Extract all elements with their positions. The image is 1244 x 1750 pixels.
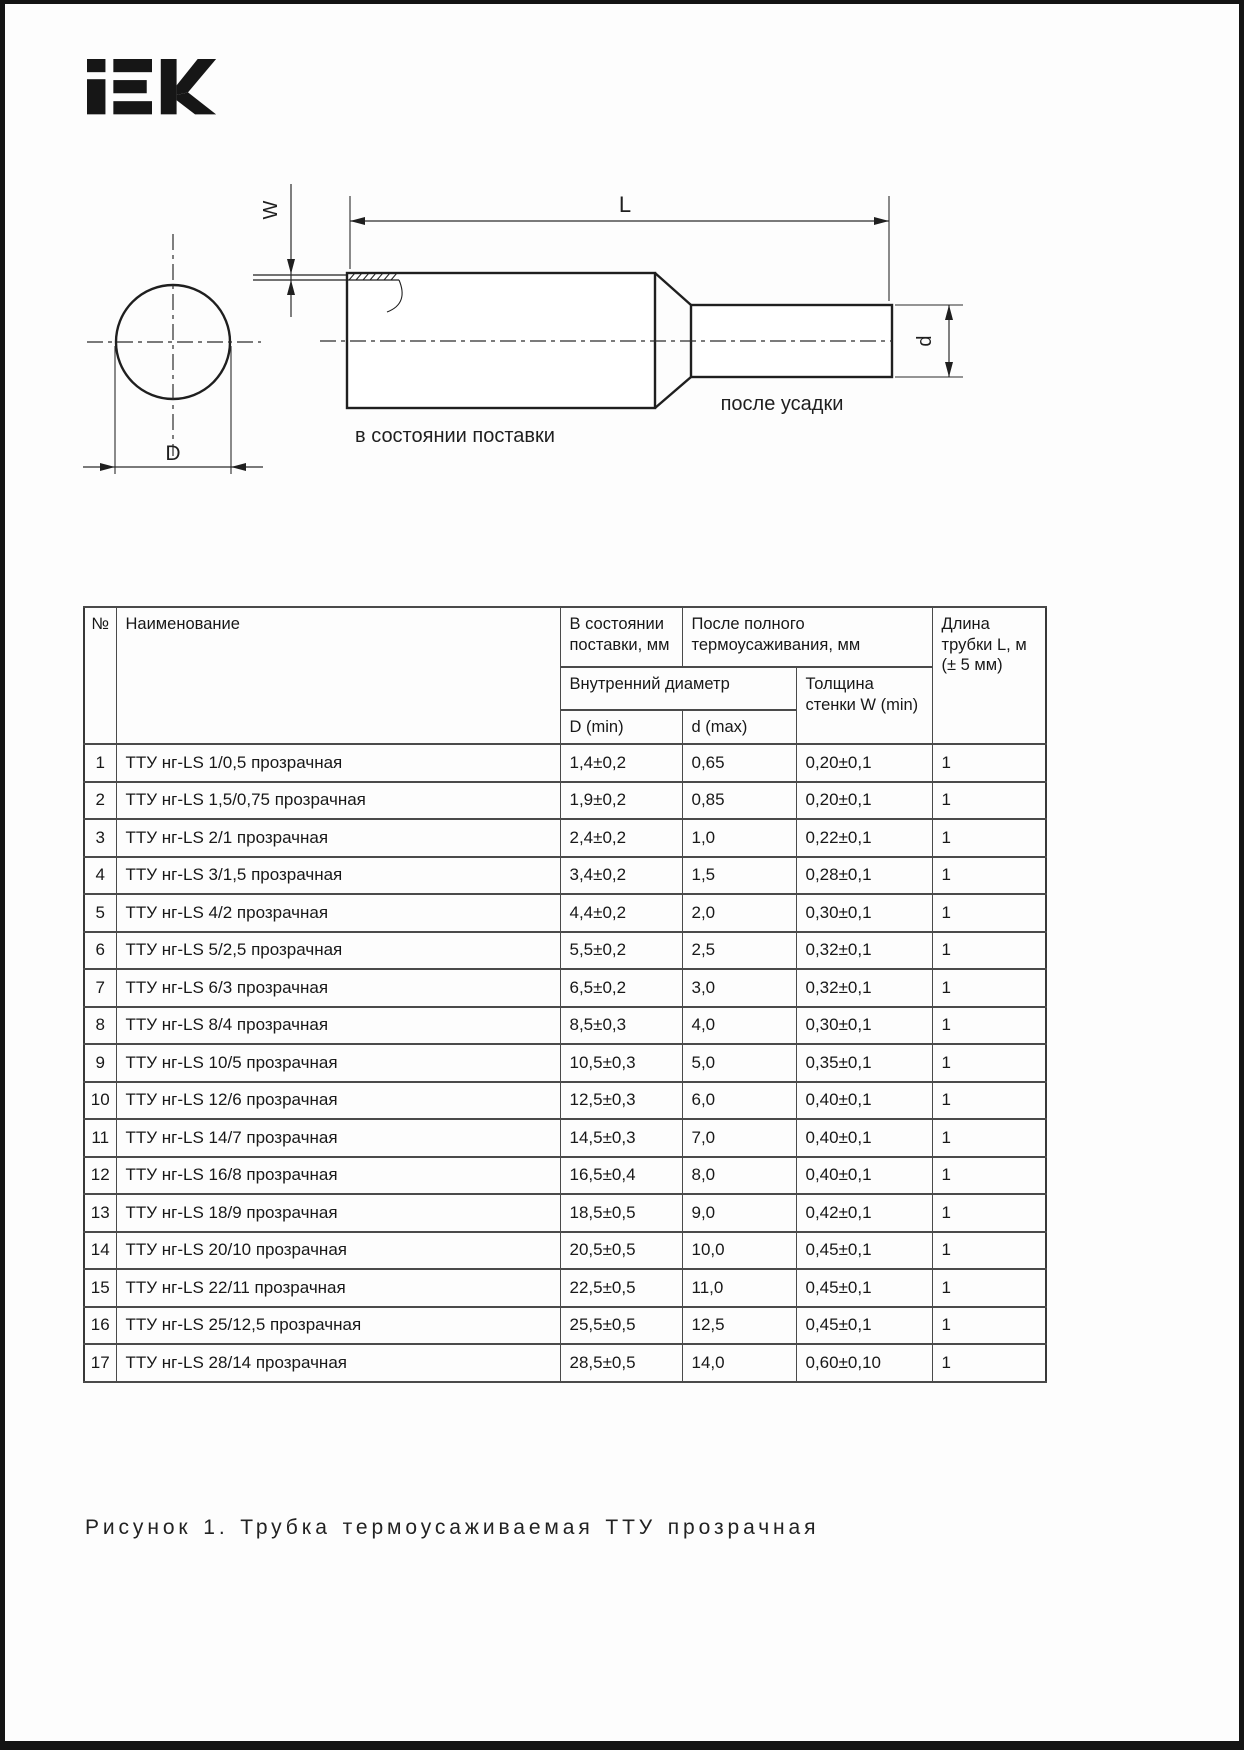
cell-name: ТТУ нг-LS 5/2,5 прозрачная bbox=[116, 932, 560, 970]
cell-length: 1 bbox=[932, 1007, 1046, 1045]
cell-num: 4 bbox=[84, 857, 116, 895]
cell-w-min: 0,35±0,1 bbox=[796, 1044, 932, 1082]
cell-d-min: 4,4±0,2 bbox=[560, 894, 682, 932]
cell-name: ТТУ нг-LS 18/9 прозрачная bbox=[116, 1194, 560, 1232]
logo-k-stem bbox=[161, 59, 177, 114]
cell-d-min: 1,4±0,2 bbox=[560, 744, 682, 782]
table-row bbox=[84, 1232, 1046, 1270]
cell-w-min: 0,40±0,1 bbox=[796, 1119, 932, 1157]
cell-d-max: 0,65 bbox=[682, 744, 796, 782]
cell-name: ТТУ нг-LS 25/12,5 прозрачная bbox=[116, 1307, 560, 1345]
cell-d-min: 3,4±0,2 bbox=[560, 857, 682, 895]
cell-w-min: 0,30±0,1 bbox=[796, 1007, 932, 1045]
cell-num: 10 bbox=[84, 1082, 116, 1120]
logo-e-bottom bbox=[113, 101, 152, 114]
cell-length: 1 bbox=[932, 969, 1046, 1007]
table-row bbox=[84, 1194, 1046, 1232]
cell-w-min: 0,30±0,1 bbox=[796, 894, 932, 932]
cell-d-max: 12,5 bbox=[682, 1307, 796, 1345]
cell-name: ТТУ нг-LS 8/4 прозрачная bbox=[116, 1007, 560, 1045]
cell-d-max: 7,0 bbox=[682, 1119, 796, 1157]
cell-num: 6 bbox=[84, 932, 116, 970]
logo-e-top bbox=[113, 59, 152, 72]
tube-side-view bbox=[253, 273, 892, 408]
cell-num: 9 bbox=[84, 1044, 116, 1082]
cell-w-min: 0,45±0,1 bbox=[796, 1307, 932, 1345]
tube-front-view bbox=[87, 234, 261, 456]
table-row bbox=[84, 782, 1046, 820]
label-W: W bbox=[260, 200, 282, 220]
cell-length: 1 bbox=[932, 782, 1046, 820]
dimension-W bbox=[260, 184, 295, 317]
page-bottom-bar bbox=[5, 1741, 1239, 1750]
label-supply-state: в состоянии поставки bbox=[355, 425, 555, 447]
label-L: L bbox=[618, 192, 632, 217]
cell-length: 1 bbox=[932, 1194, 1046, 1232]
cell-d-max: 6,0 bbox=[682, 1082, 796, 1120]
cell-d-max: 10,0 bbox=[682, 1232, 796, 1270]
cell-d-max: 3,0 bbox=[682, 969, 796, 1007]
cell-d-min: 1,9±0,2 bbox=[560, 782, 682, 820]
cell-name: ТТУ нг-LS 1/0,5 прозрачная bbox=[116, 744, 560, 782]
cell-d-min: 14,5±0,3 bbox=[560, 1119, 682, 1157]
cell-num: 17 bbox=[84, 1344, 116, 1382]
logo-k-lower-leg bbox=[177, 92, 217, 114]
header-d-max: d (max) bbox=[682, 710, 796, 744]
cell-d-max: 14,0 bbox=[682, 1344, 796, 1382]
cell-d-min: 10,5±0,3 bbox=[560, 1044, 682, 1082]
cell-d-min: 18,5±0,5 bbox=[560, 1194, 682, 1232]
spec-table bbox=[83, 606, 1047, 1383]
table-row bbox=[84, 894, 1046, 932]
cell-num: 15 bbox=[84, 1269, 116, 1307]
header-wall-thickness: Толщина стенки W (min) bbox=[796, 667, 932, 744]
cell-d-max: 11,0 bbox=[682, 1269, 796, 1307]
header-tube-length: Длина трубки L, м (± 5 мм) bbox=[932, 607, 1046, 744]
cell-length: 1 bbox=[932, 1269, 1046, 1307]
cell-w-min: 0,45±0,1 bbox=[796, 1232, 932, 1270]
cell-w-min: 0,20±0,1 bbox=[796, 744, 932, 782]
cell-w-min: 0,45±0,1 bbox=[796, 1269, 932, 1307]
cell-d-min: 5,5±0,2 bbox=[560, 932, 682, 970]
cell-length: 1 bbox=[932, 1344, 1046, 1382]
cell-w-min: 0,32±0,1 bbox=[796, 969, 932, 1007]
figure-caption: Рисунок 1. Трубка термоусаживаемая ТТУ прозрачная bbox=[85, 1516, 820, 1539]
cell-num: 8 bbox=[84, 1007, 116, 1045]
table-row bbox=[84, 1007, 1046, 1045]
cell-num: 12 bbox=[84, 1157, 116, 1195]
cell-w-min: 0,60±0,10 bbox=[796, 1344, 932, 1382]
dimension-d bbox=[895, 305, 963, 377]
label-D: D bbox=[165, 442, 181, 465]
table-row bbox=[84, 819, 1046, 857]
table-row bbox=[84, 969, 1046, 1007]
cell-length: 1 bbox=[932, 894, 1046, 932]
table-row bbox=[84, 1044, 1046, 1082]
cell-w-min: 0,40±0,1 bbox=[796, 1082, 932, 1120]
cell-w-min: 0,40±0,1 bbox=[796, 1157, 932, 1195]
cell-w-min: 0,42±0,1 bbox=[796, 1194, 932, 1232]
header-after-shrink: После полного термоусаживания, мм bbox=[682, 607, 932, 667]
cell-name: ТТУ нг-LS 10/5 прозрачная bbox=[116, 1044, 560, 1082]
cell-length: 1 bbox=[932, 819, 1046, 857]
table-row bbox=[84, 1307, 1046, 1345]
cell-name: ТТУ нг-LS 12/6 прозрачная bbox=[116, 1082, 560, 1120]
cell-d-max: 1,0 bbox=[682, 819, 796, 857]
header-d-min: D (min) bbox=[560, 710, 682, 744]
cell-name: ТТУ нг-LS 4/2 прозрачная bbox=[116, 894, 560, 932]
cell-length: 1 bbox=[932, 744, 1046, 782]
cell-d-max: 9,0 bbox=[682, 1194, 796, 1232]
cell-name: ТТУ нг-LS 20/10 прозрачная bbox=[116, 1232, 560, 1270]
cell-d-min: 16,5±0,4 bbox=[560, 1157, 682, 1195]
cell-num: 11 bbox=[84, 1119, 116, 1157]
cell-d-max: 4,0 bbox=[682, 1007, 796, 1045]
cell-d-max: 2,0 bbox=[682, 894, 796, 932]
cell-name: ТТУ нг-LS 6/3 прозрачная bbox=[116, 969, 560, 1007]
cell-d-min: 12,5±0,3 bbox=[560, 1082, 682, 1120]
table-row bbox=[84, 1082, 1046, 1120]
logo-k-upper-leg bbox=[177, 59, 217, 95]
cell-num: 7 bbox=[84, 969, 116, 1007]
cell-d-max: 8,0 bbox=[682, 1157, 796, 1195]
cell-d-min: 20,5±0,5 bbox=[560, 1232, 682, 1270]
cell-name: ТТУ нг-LS 2/1 прозрачная bbox=[116, 819, 560, 857]
logo-i-stem bbox=[87, 79, 105, 114]
cell-name: ТТУ нг-LS 22/11 прозрачная bbox=[116, 1269, 560, 1307]
cell-w-min: 0,20±0,1 bbox=[796, 782, 932, 820]
header-num: № bbox=[84, 607, 116, 744]
cell-w-min: 0,28±0,1 bbox=[796, 857, 932, 895]
table-row bbox=[84, 1119, 1046, 1157]
tube-technical-drawing bbox=[65, 164, 985, 484]
label-after-shrink: после усадки bbox=[720, 393, 844, 415]
table-row bbox=[84, 857, 1046, 895]
header-inner-diameter: Внутренний диаметр bbox=[560, 667, 796, 710]
cell-d-min: 2,4±0,2 bbox=[560, 819, 682, 857]
cell-d-max: 5,0 bbox=[682, 1044, 796, 1082]
spec-table-body bbox=[84, 744, 1046, 1382]
cell-length: 1 bbox=[932, 1119, 1046, 1157]
cell-num: 14 bbox=[84, 1232, 116, 1270]
header-supply-state: В состоянии поставки, мм bbox=[560, 607, 682, 667]
spec-table-head bbox=[84, 607, 1046, 744]
logo-i-dot bbox=[87, 59, 105, 72]
cell-length: 1 bbox=[932, 932, 1046, 970]
cell-name: ТТУ нг-LS 3/1,5 прозрачная bbox=[116, 857, 560, 895]
cell-d-max: 0,85 bbox=[682, 782, 796, 820]
cell-length: 1 bbox=[932, 857, 1046, 895]
cell-d-min: 8,5±0,3 bbox=[560, 1007, 682, 1045]
label-d: d bbox=[914, 335, 936, 347]
table-row bbox=[84, 1157, 1046, 1195]
cell-d-min: 22,5±0,5 bbox=[560, 1269, 682, 1307]
cell-name: ТТУ нг-LS 16/8 прозрачная bbox=[116, 1157, 560, 1195]
cell-length: 1 bbox=[932, 1082, 1046, 1120]
cell-length: 1 bbox=[932, 1157, 1046, 1195]
cell-w-min: 0,32±0,1 bbox=[796, 932, 932, 970]
table-row bbox=[84, 744, 1046, 782]
cell-name: ТТУ нг-LS 1,5/0,75 прозрачная bbox=[116, 782, 560, 820]
cell-length: 1 bbox=[932, 1044, 1046, 1082]
logo-e-mid bbox=[113, 80, 146, 93]
cell-w-min: 0,22±0,1 bbox=[796, 819, 932, 857]
cell-d-max: 2,5 bbox=[682, 932, 796, 970]
cell-num: 5 bbox=[84, 894, 116, 932]
header-name: Наименование bbox=[116, 607, 560, 744]
cell-num: 2 bbox=[84, 782, 116, 820]
cell-name: ТТУ нг-LS 14/7 прозрачная bbox=[116, 1119, 560, 1157]
table-row bbox=[84, 932, 1046, 970]
cell-num: 16 bbox=[84, 1307, 116, 1345]
cell-d-min: 25,5±0,5 bbox=[560, 1307, 682, 1345]
cell-name: ТТУ нг-LS 28/14 прозрачная bbox=[116, 1344, 560, 1382]
cell-num: 3 bbox=[84, 819, 116, 857]
cell-d-max: 1,5 bbox=[682, 857, 796, 895]
iek-logo bbox=[87, 59, 217, 119]
cell-length: 1 bbox=[932, 1232, 1046, 1270]
cell-num: 1 bbox=[84, 744, 116, 782]
table-row bbox=[84, 1269, 1046, 1307]
cell-d-min: 28,5±0,5 bbox=[560, 1344, 682, 1382]
cell-d-min: 6,5±0,2 bbox=[560, 969, 682, 1007]
cell-length: 1 bbox=[932, 1307, 1046, 1345]
cell-num: 13 bbox=[84, 1194, 116, 1232]
table-row bbox=[84, 1344, 1046, 1382]
